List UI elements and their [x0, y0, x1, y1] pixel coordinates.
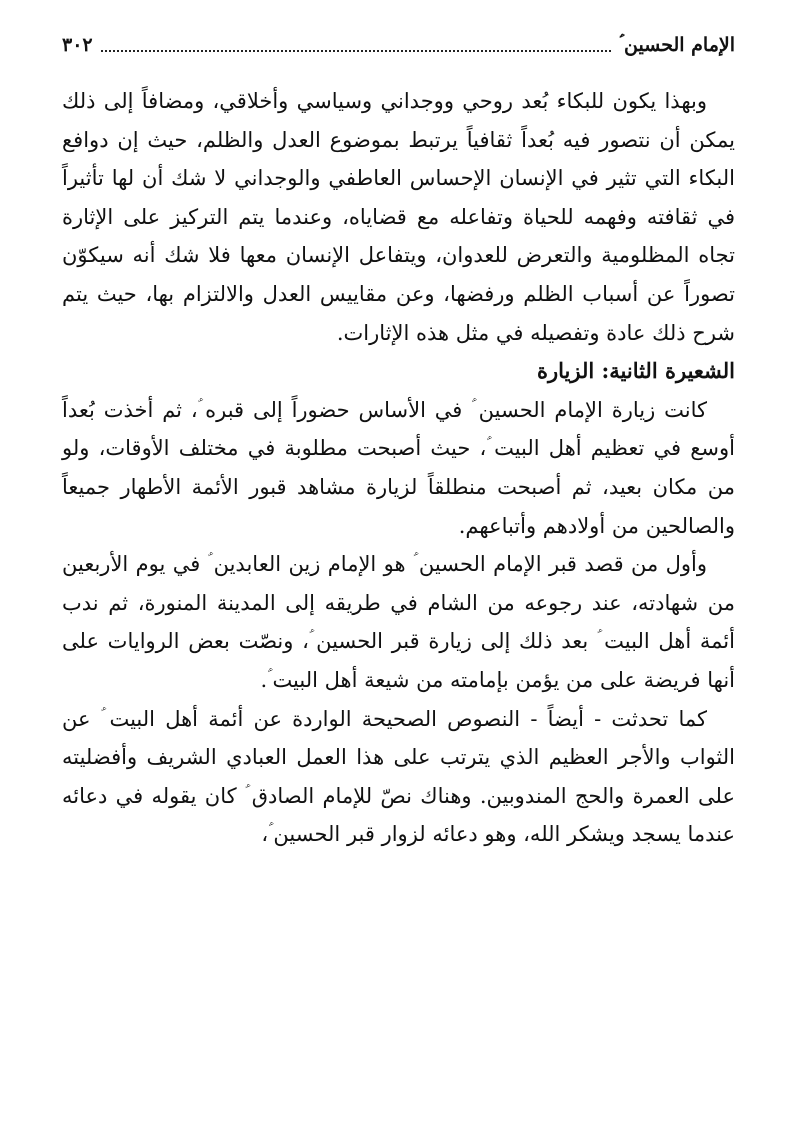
paragraph-1: وبهذا يكون للبكاء بُعد روحي ووجداني وسياسي وأخلاقي، ومضافاً إلى ذلك يمكن أن نتصور فيه بُعداً ثقافياً يرتبط بموضوع العدل والظلم، حيث إن دوافع البكاء التي تثير في الإنسان الإحساس العاطفي والوجداني لا شك أن لها تأثيراً في ثقافته وفهمه للحياة وتفاعله مع قضاياه، وعندما يتم التركيز على الإثارة تجاه المظلومية والتعرض للعدوان، ويتفاعل الإنسان معها فلا شك أنه سيكوّن تصوراً عن أسباب الظلم ورفضها، وعن مقاييس العدل والالتزام بها، حيث يتم شرح ذلك عادة وتفصيله في مثل هذه الإثارات.: [62, 89, 735, 345]
header-title: الإمام الحسين ؑ: [619, 34, 735, 56]
paragraph-2: كانت زيارة الإمام الحسين ؑ في الأساس حضوراً إلى قبره ؑ، ثم أخذت بُعداً أوسع في تعظيم أهل البيت ؑ، حيث أصبحت مطلوبة في مختلف الأوقات، ولو من مكان بعيد، ثم أصبحت منطلقاً لزيارة مشاهد قبور الأئمة الأطهار جميعاً والصالحين من أولادهم وأتباعهم.: [62, 397, 735, 538]
page-body: [62, 82, 735, 854]
paragraph-3: وأول من قصد قبر الإمام الحسين ؑ هو الإمام زين العابدين ؑ في يوم الأربعين من شهادته، عند رجوعه من الشام في طريقه إلى المدينة المنورة، ثم ندب أئمة أهل البيت ؑ بعد ذلك إلى زيارة قبر الحسين ؑ، ونصّت بعض الروايات على أنها فريضة على من يؤمن بإمامته من شيعة أهل البيت ؑ.: [62, 552, 735, 692]
section-heading: الشعيرة الثانية: الزيارة: [536, 358, 735, 384]
page-number: ٣٠٢: [62, 34, 93, 56]
running-header: [62, 30, 735, 60]
paragraph-4: كما تحدثت - أيضاً - النصوص الصحيحة الواردة عن أئمة أهل البيت ؑ عن الثواب والأجر العظيم الذي يترتب على هذا العمل العبادي الشريف وأفضليته على العمرة والحج المندوبين. وهناك نصّ للإمام الصادق ؑ كان يقوله في دعائه عندما يسجد ويشكر الله، وهو دعائه لزوار قبر الحسين ؑ،: [62, 706, 735, 847]
header-dotted-leader: [101, 50, 612, 52]
